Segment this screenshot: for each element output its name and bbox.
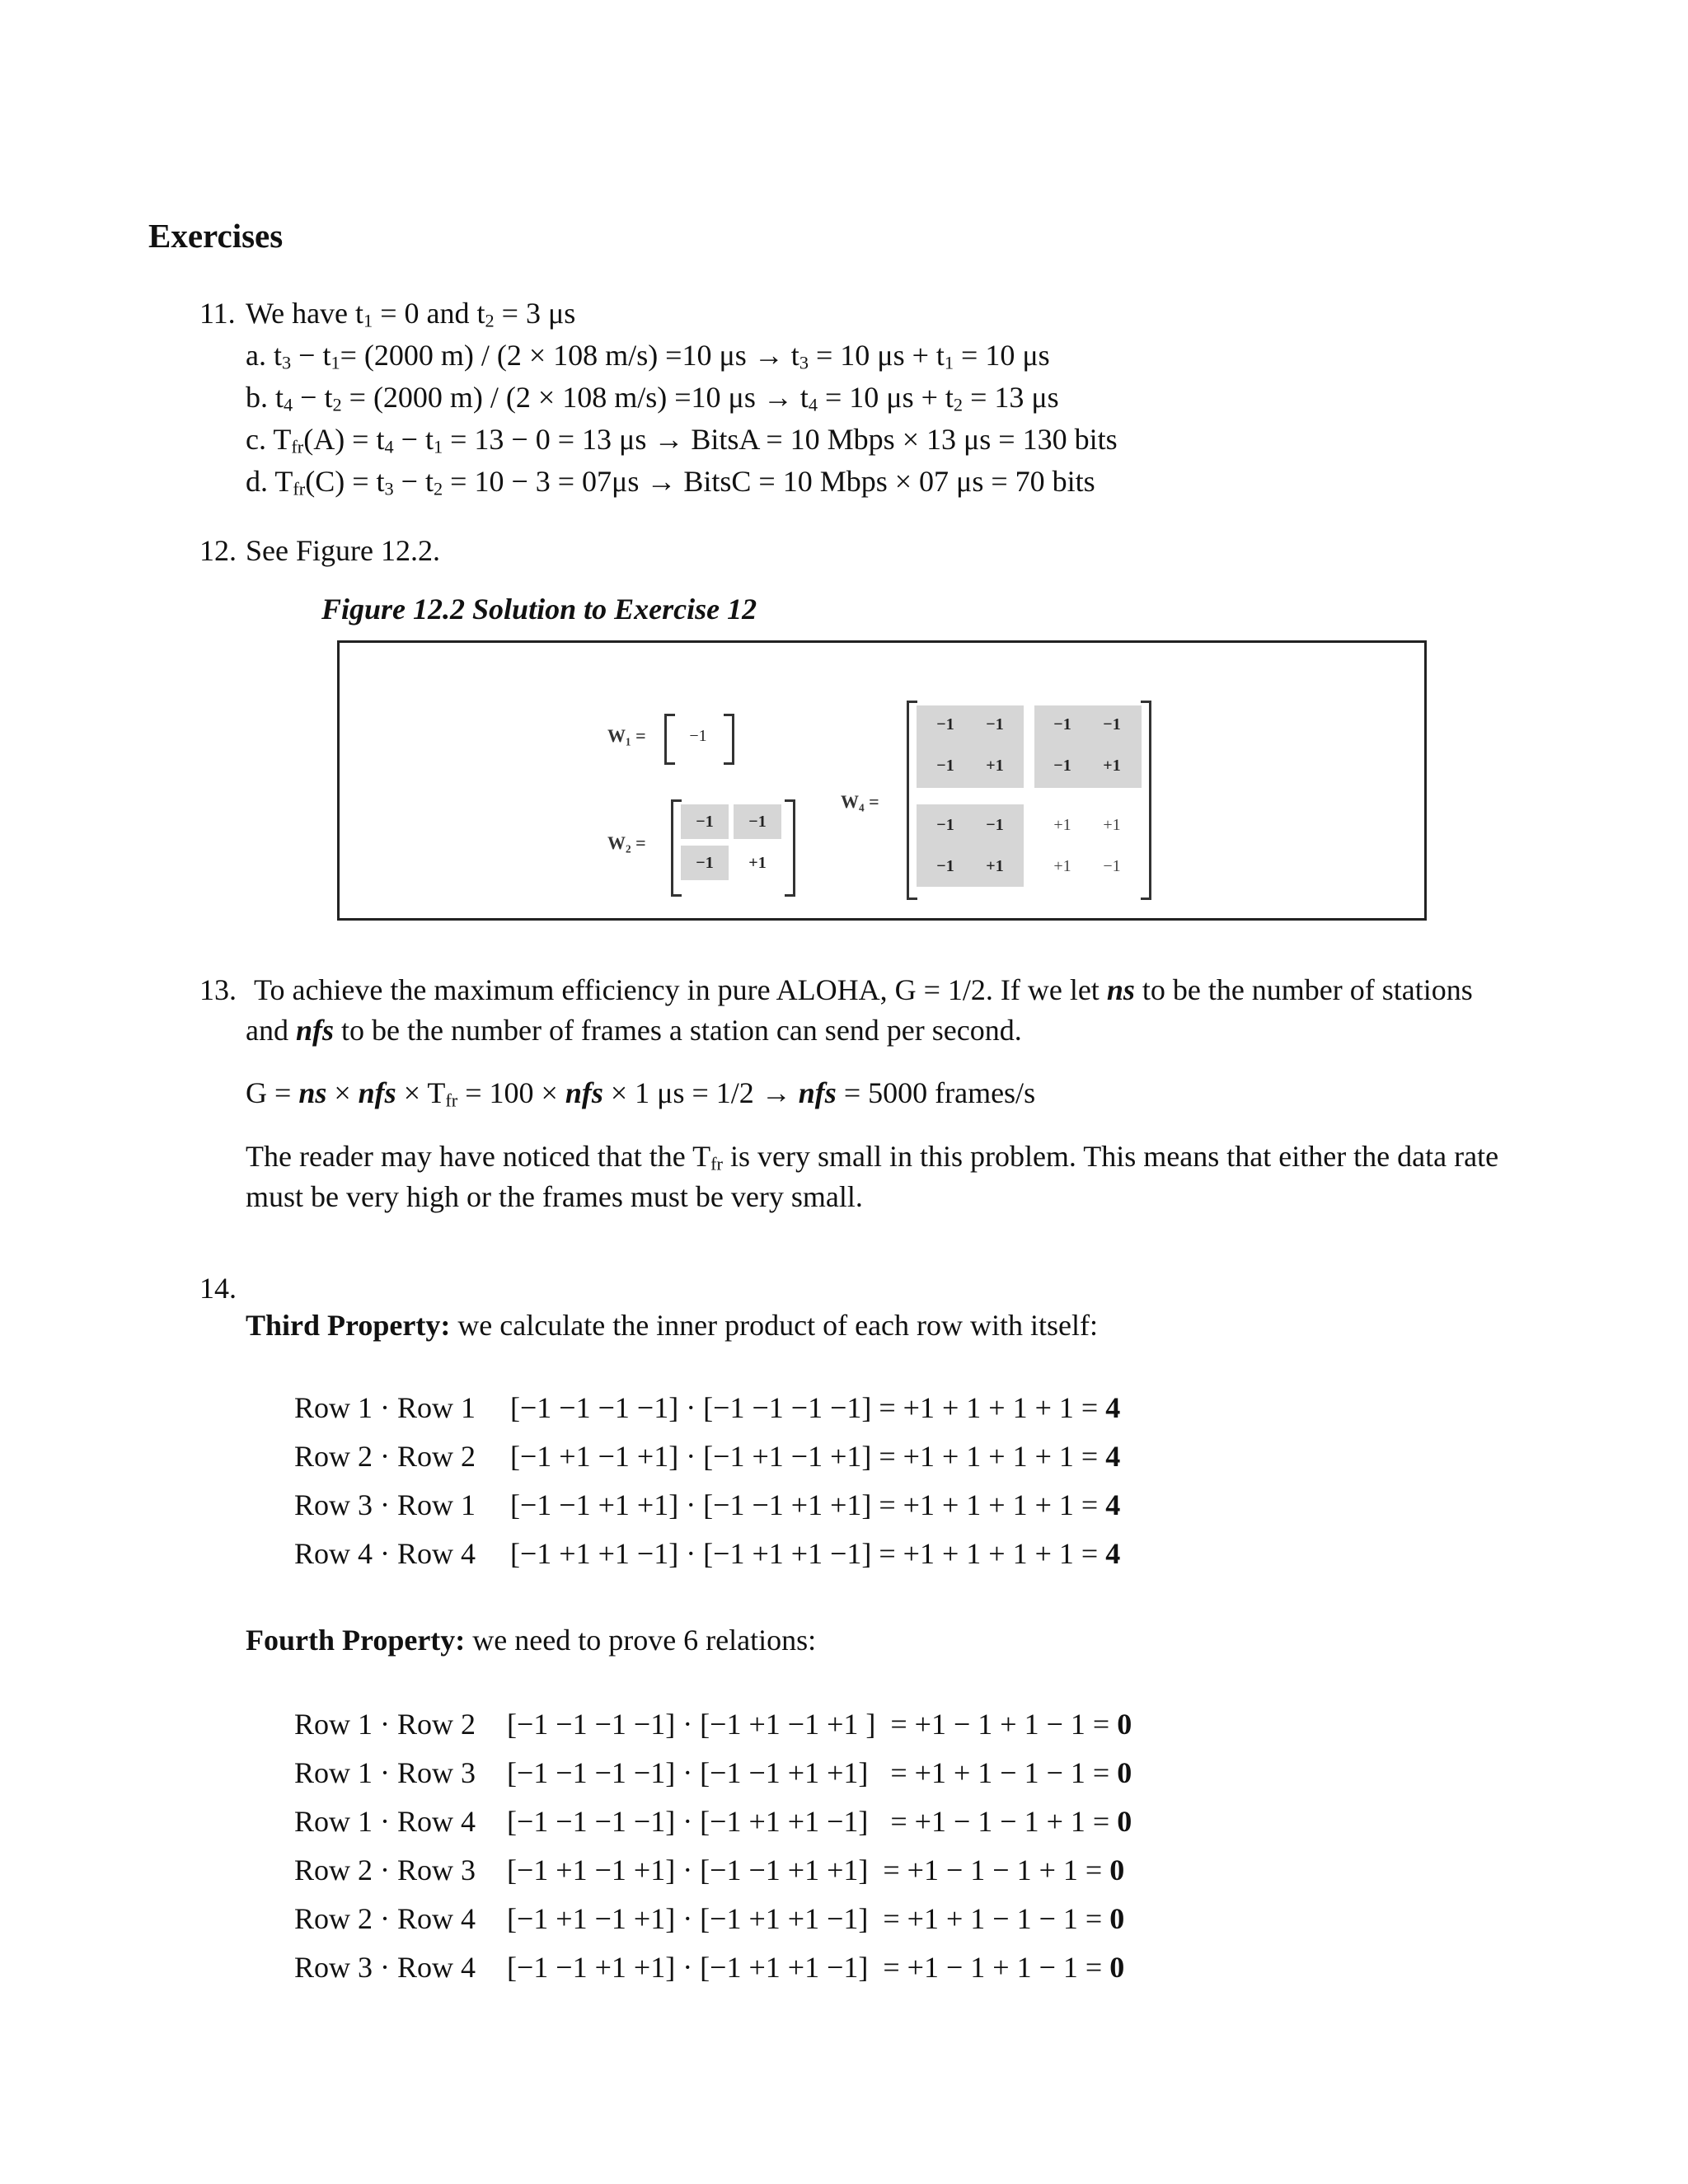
exercise-11-b [246,381,1059,415]
row-pair: Row 4 · Row 4 [294,1537,476,1570]
subscript: 4 [284,394,293,415]
row-expression: [−1 +1 −1 +1] · [−1 −1 +1 +1] = +1 − 1 − 1 + 1 = 0 [507,1854,1125,1886]
row-pair: Row 1 · Row 3 [294,1756,476,1789]
row-result: 4 [1105,1488,1121,1521]
w2-cell: +1 [748,853,767,872]
row-result: 0 [1117,1805,1132,1838]
exercise-12-text: See Figure 12.2. [246,534,440,567]
row-pair: Row 1 · Row 4 [294,1805,476,1838]
ns-term: ns [1106,973,1135,1006]
text-span: is very small in this problem. This means that either the data rate [722,1140,1499,1173]
text-span: = 5000 frames/s [836,1076,1036,1109]
row-pair: Row 2 · Row 2 [294,1440,476,1473]
row-result: 0 [1117,1708,1132,1741]
text-span: = (2000 m) / (2 × 108 m/s) =10 μs → t [340,339,799,372]
text-span: to be the number of stations [1134,973,1473,1006]
text-span: (C) = t [305,465,385,498]
exercise-13-para1-line2 [246,1015,1022,1045]
text-span: = 10 μs [954,339,1050,372]
w4-cell: +1 [986,856,1004,875]
third-property-text: we calculate the inner product of each row with itself: [450,1309,1099,1342]
exercise-13-para2-line1 [246,1140,1499,1174]
third-property-rows [294,1393,1366,1591]
w4-label: W₄ = [841,791,879,812]
row-expression: [−1 −1 −1 −1] · [−1 −1 −1 −1] = +1 + 1 + 1 + 1 = 4 [510,1391,1121,1424]
fourth-property-rows [294,1709,1366,2006]
third-property-label: Third Property: [246,1309,451,1342]
text-span: The reader may have noticed that the T [246,1140,711,1173]
row-pair: Row 1 · Row 1 [294,1391,476,1424]
subscript: 2 [332,394,342,415]
fourth-property-heading [246,1625,816,1655]
row-expression: [−1 −1 +1 +1] · [−1 −1 +1 +1] = +1 + 1 + 1 + 1 = 4 [510,1488,1121,1521]
subscript: fr [445,1090,458,1111]
row-result: 0 [1109,1902,1125,1935]
w4-cell: +1 [1103,815,1121,834]
row-expression: [−1 +1 −1 +1] · [−1 +1 +1 −1] = +1 + 1 − 1 − 1 = 0 [507,1902,1125,1935]
exercise-13-number: 13. [199,973,237,1006]
text-span: × 1 μs = 1/2 → [603,1076,799,1109]
exercise-11-number: 11. [199,297,236,330]
text-span: To achieve the maximum efficiency in pure ALOHA, G = 1/2. If we let [254,973,1107,1006]
page-title: Exercises [148,217,284,255]
exercise-13-para2-line2: must be very high or the frames must be very small. [246,1180,863,1213]
subscript: fr [291,436,304,457]
w4-cell: −1 [936,815,954,834]
w4-cell: −1 [1053,756,1071,775]
text-span: = (2000 m) / (2 × 108 m/s) =10 μs → t [341,381,809,414]
w4-cell: −1 [986,715,1004,733]
nfs-term: nfs [295,1014,335,1047]
w4-cell: +1 [1053,815,1071,834]
w4-cell: −1 [936,856,954,875]
text-span: b. t [246,381,284,414]
text-span: c. T [246,423,292,456]
w4-cell: −1 [936,756,954,775]
row-pair: Row 1 · Row 2 [294,1708,476,1741]
w2-right-bracket [785,799,795,897]
w4-cell: +1 [1103,756,1121,775]
row-expression: [−1 −1 −1 −1] · [−1 +1 −1 +1 ] = +1 − 1 + 1 − 1 = 0 [507,1708,1132,1741]
row-pair: Row 3 · Row 4 [294,1951,476,1984]
text-span: and [246,1014,296,1047]
text-span: = 13 − 0 = 13 μs → BitsA = 10 Mbps × 13 μs = 130 bits [443,423,1118,456]
subscript: 4 [384,436,394,457]
w1-cell: −1 [689,726,707,745]
w1-right-bracket [724,714,734,765]
w1-label: W₁ = [607,725,646,746]
w4-cell: −1 [986,815,1004,834]
text-span: = 100 × [457,1076,565,1109]
w4-cell: −1 [936,715,954,733]
w2-cell: −1 [681,804,729,839]
subscript: 2 [953,394,964,415]
text-span: − t [291,339,331,372]
figure-caption: Figure 12.2 Solution to Exercise 12 [321,593,757,626]
exercise-13-equation [246,1076,1036,1111]
w4-cell: +1 [1053,856,1071,875]
row-pair: Row 2 · Row 3 [294,1854,476,1886]
text-span: × [326,1076,359,1109]
subscript: 3 [281,352,292,373]
text-span: = 13 μs [963,381,1059,414]
text-span: (A) = t [303,423,385,456]
text-span: = 10 μs + t [818,381,954,414]
subscript: 3 [384,478,394,499]
subscript: 1 [331,352,340,373]
row-expression: [−1 −1 +1 +1] · [−1 +1 +1 −1] = +1 − 1 + 1 − 1 = 0 [507,1951,1125,1984]
row-expression: [−1 −1 −1 −1] · [−1 −1 +1 +1] = +1 + 1 − 1 − 1 = 0 [507,1756,1132,1789]
subscript: 1 [433,436,443,457]
fourth-property-text: we need to prove 6 relations: [465,1624,817,1657]
exercise-12-number: 12. [199,534,237,567]
row-result: 0 [1117,1756,1132,1789]
row-pair: Row 3 · Row 1 [294,1488,476,1521]
ns-term: ns [298,1076,327,1109]
text-span: G = [246,1076,299,1109]
subscript: 2 [485,310,495,331]
w2-label: W₂ = [607,832,646,853]
exercise-11-intro [246,297,576,331]
exercise-11-c [246,423,1118,457]
text-span: d. T [246,465,293,498]
exercise-14-number: 14. [199,1272,237,1305]
text-span: − t [393,465,434,498]
exercise-13-para1-line1 [254,975,1473,1005]
text-span: = 10 − 3 = 07μs → BitsC = 10 Mbps × 07 μs = 70 bits [443,465,1095,498]
nfs-term: nfs [565,1076,603,1109]
nfs-term: nfs [798,1076,837,1109]
text-span: × T [396,1076,446,1109]
subscript: 1 [363,310,373,331]
text-span: − t [293,381,333,414]
exercise-11-d [246,465,1095,499]
row-result: 4 [1105,1440,1121,1473]
w2-cell: −1 [681,846,729,880]
row-result: 0 [1109,1951,1125,1984]
row-expression: [−1 +1 −1 +1] · [−1 +1 −1 +1] = +1 + 1 + 1 + 1 = 4 [510,1440,1121,1473]
w4-cell: −1 [1103,856,1121,875]
third-property-heading [246,1310,1098,1340]
w2-cell: −1 [734,804,781,839]
row-result: 4 [1105,1391,1121,1424]
w4-right-bracket [1141,701,1151,900]
figure-12-2 [337,640,1427,921]
subscript: 1 [944,352,954,373]
text-span: a. t [246,339,282,372]
text-span: We have t [246,297,364,330]
text-span: − t [393,423,434,456]
w4-cell: +1 [986,756,1004,775]
row-expression: [−1 +1 +1 −1] · [−1 +1 +1 −1] = +1 + 1 + 1 + 1 = 4 [510,1537,1121,1570]
text-span: = 10 μs + t [808,339,945,372]
subscript: 2 [433,478,443,499]
w4-cell: −1 [1103,715,1121,733]
w4-cell: −1 [1053,715,1071,733]
text-span: = 0 and t [373,297,485,330]
row-result: 0 [1109,1854,1125,1886]
nfs-term: nfs [358,1076,396,1109]
row-pair: Row 2 · Row 4 [294,1902,476,1935]
row-expression: [−1 −1 −1 −1] · [−1 +1 +1 −1] = +1 − 1 − 1 + 1 = 0 [507,1805,1132,1838]
subscript: fr [710,1153,723,1174]
subscript: 4 [808,394,818,415]
text-span: = 3 μs [494,297,576,330]
fourth-property-label: Fourth Property: [246,1624,466,1657]
exercise-11-a [246,339,1050,373]
row-result: 4 [1105,1537,1121,1570]
text-span: to be the number of frames a station can send per second. [334,1014,1022,1047]
subscript: 3 [799,352,809,373]
subscript: fr [293,478,306,499]
